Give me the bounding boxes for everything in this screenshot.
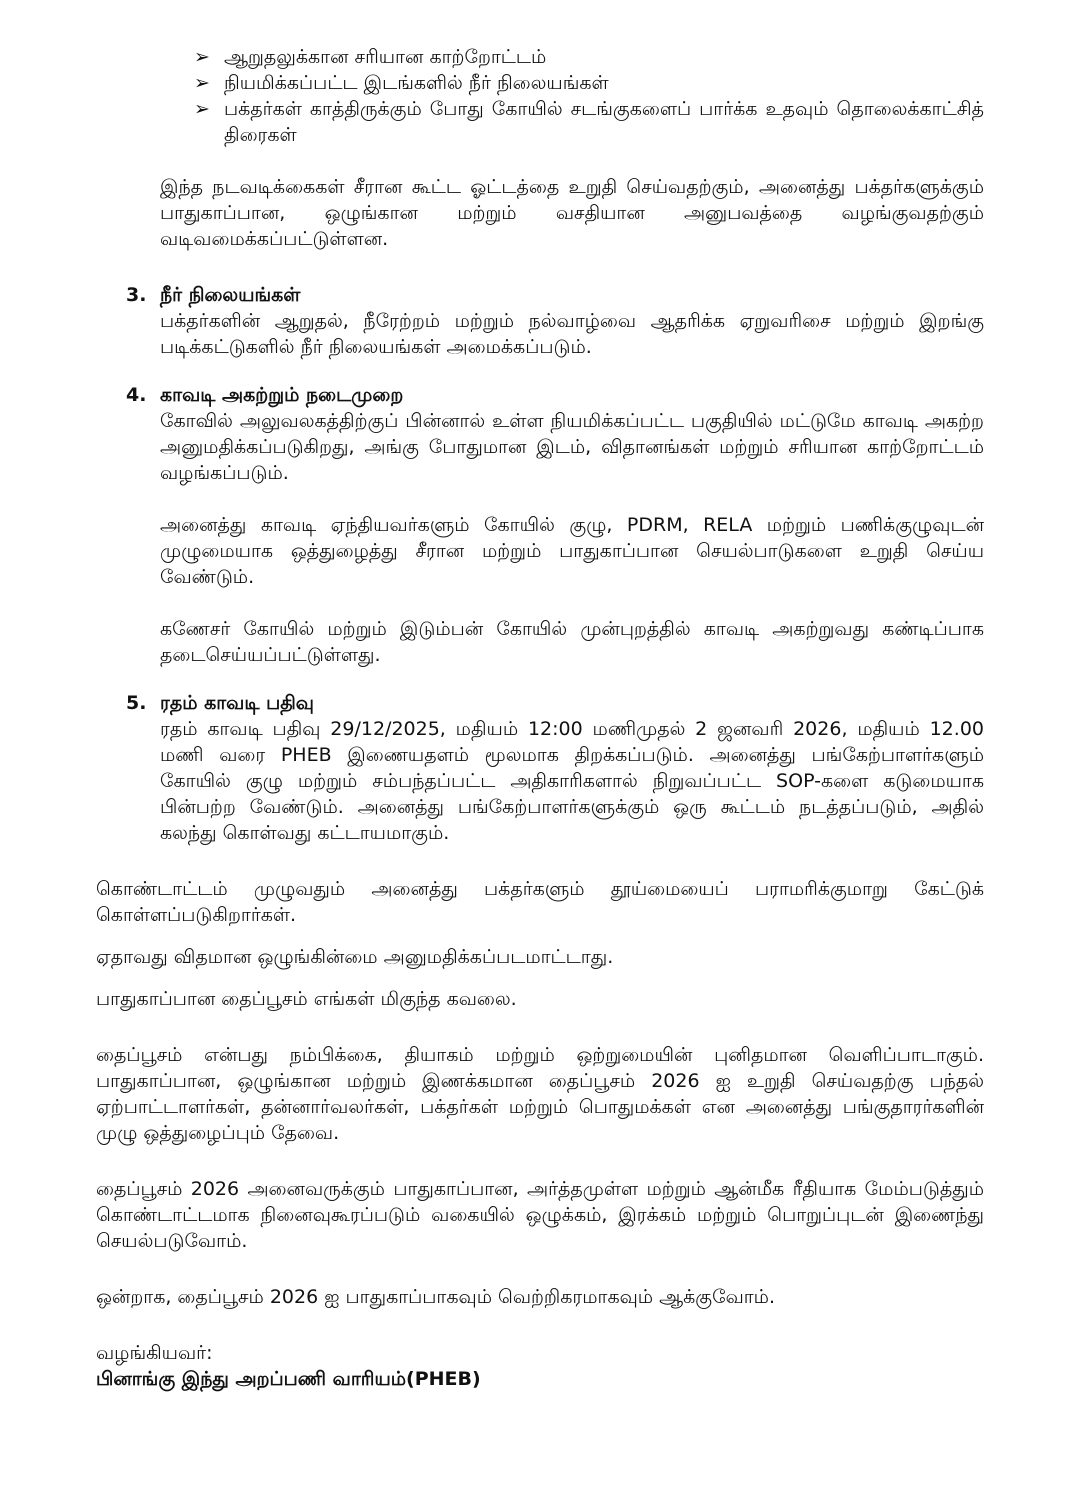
together-paragraph: ஒன்றாக, தைப்பூசம் 2026 ஐ பாதுகாப்பாகவும் வெற்றிகரமாகவும் ஆக்குவோம். bbox=[96, 1286, 776, 1308]
section-water-stations bbox=[96, 282, 984, 360]
section-number: 3. bbox=[126, 284, 147, 306]
section-kavadi-removal bbox=[96, 382, 984, 668]
section-heading bbox=[96, 690, 984, 716]
section-title: காவடி அகற்றும் நடைமுறை bbox=[160, 384, 404, 406]
section-paragraph: பக்தர்களின் ஆறுதல், நீரேற்றம் மற்றும் நல்வாழ்வை ஆதரிக்க ஏறுவரிசை மற்றும் இறங்கு படிக்கட்டுகளில் நீர் நிலையங்கள் அமைக்கப்படும். bbox=[160, 310, 984, 358]
facility-bullet-list bbox=[96, 44, 984, 148]
section-ratham-registration bbox=[96, 690, 984, 846]
concern-paragraph: பாதுகாப்பான தைப்பூசம் எங்கள் மிகுந்த கவலை. bbox=[96, 988, 517, 1010]
thaipusam-expression-paragraph: தைப்பூசம் என்பது நம்பிக்கை, தியாகம் மற்றும் ஒற்றுமையின் புனிதமான வெளிப்பாடாகும். பாதுகாப்பான, ஒழுங்கான மற்றும் இணக்கமான தைப்பூசம் 2026 ஐ உறுதி செய்வதற்கு பந்தல் ஏற்பாட்டாளர்கள், தன்னார்வலர்கள், பக்தர்கள் மற்றும் பொதுமக்கள் என அனைத்து பங்குதாரர்களின் முழு ஒத்துழைப்பும் தேவை. bbox=[96, 1044, 984, 1144]
section-body bbox=[96, 408, 984, 668]
section-number: 5. bbox=[126, 692, 147, 714]
arrow-bullet-icon: ➢ bbox=[194, 72, 210, 94]
bullet-item: ➢ ஆறுதலுக்கான சரியான காற்றோட்டம் bbox=[194, 46, 547, 68]
section-body bbox=[96, 716, 984, 846]
section-body bbox=[96, 308, 984, 360]
bullet-item: ➢ பக்தர்கள் காத்திருக்கும் போது கோயில் சடங்குகளைப் பார்க்க உதவும் தொலைக்காட்சித் திரைகள் bbox=[194, 98, 984, 146]
work-together-paragraph: தைப்பூசம் 2026 அனைவருக்கும் பாதுகாப்பான, அர்த்தமுள்ள மற்றும் ஆன்மீக ரீதியாக மேம்படுத்தும் கொண்டாட்டமாக நினைவுகூரப்படும் வகையில் ஒழுக்கம், இரக்கம் மற்றும் பொறுப்புடன் இணைந்து செயல்படுவோம். bbox=[96, 1178, 984, 1252]
signature-organisation: பினாங்கு இந்து அறப்பணி வாரியம்(PHEB) bbox=[96, 1368, 481, 1390]
section-paragraph: கோவில் அலுவலகத்திற்குப் பின்னால் உள்ள நியமிக்கப்பட்ட பகுதியில் மட்டுமே காவடி அகற்ற அனுமதிக்கப்படுகிறது, அங்கு போதுமான இடம், விதானங்கள் மற்றும் சரியான காற்றோட்டம் வழங்கப்படும். bbox=[160, 410, 984, 484]
section-number: 4. bbox=[126, 384, 147, 406]
cleanliness-paragraph: கொண்டாட்டம் முழுவதும் அனைத்து பக்தர்களும் தூய்மையைப் பராமரிக்குமாறு கேட்டுக் கொள்ளப்படுகிறார்கள். bbox=[96, 878, 984, 926]
section-heading bbox=[96, 282, 984, 308]
section-title: நீர் நிலையங்கள் bbox=[160, 284, 301, 306]
section-heading bbox=[96, 382, 984, 408]
section-title: ரதம் காவடி பதிவு bbox=[160, 692, 314, 714]
no-disorder-paragraph: ஏதாவது விதமான ஒழுங்கின்மை அனுமதிக்கப்படமாட்டாது. bbox=[96, 946, 614, 968]
signature-label: வழங்கியவர்: bbox=[96, 1342, 213, 1364]
section-paragraph: கணேசர் கோயில் மற்றும் இடும்பன் கோயில் முன்புறத்தில் காவடி அகற்றுவது கண்டிப்பாக தடைசெய்யப்பட்டுள்ளது. bbox=[160, 618, 984, 666]
section-paragraph: அனைத்து காவடி ஏந்தியவர்களும் கோயில் குழு, PDRM, RELA மற்றும் பணிக்குழுவுடன் முழுமையாக ஒத்துழைத்து சீரான மற்றும் பாதுகாப்பான செயல்பாடுகளை உறுதி செய்ய வேண்டும். bbox=[160, 514, 984, 588]
section-paragraph: ரதம் காவடி பதிவு 29/12/2025, மதியம் 12:00 மணிமுதல் 2 ஜனவரி 2026, மதியம் 12.00 மணி வரை PHEB இணையதளம் மூலமாக திறக்கப்படும். அனைத்து பங்கேற்பாளர்களும் கோயில் குழு மற்றும் சம்பந்தப்பட்ட அதிகாரிகளால் நிறுவப்பட்ட SOP-களை கடுமையாக பின்பற்ற வேண்டும். அனைத்து பங்கேற்பாளர்களுக்கும் ஒரு கூட்டம் நடத்தப்படும், அதில் கலந்து கொள்வது கட்டாயமாகும். bbox=[160, 718, 984, 844]
arrow-bullet-icon: ➢ bbox=[194, 46, 210, 68]
bullet-item: ➢ நியமிக்கப்பட்ட இடங்களில் நீர் நிலையங்கள் bbox=[194, 72, 609, 94]
measures-paragraph: இந்த நடவடிக்கைகள் சீரான கூட்ட ஓட்டத்தை உறுதி செய்வதற்கும், அனைத்து பக்தர்களுக்கும் பாதுகாப்பான, ஒழுங்கான மற்றும் வசதியான அனுபவத்தை வழங்குவதற்கும் வடிவமைக்கப்பட்டுள்ளன. bbox=[160, 176, 984, 250]
signature-block bbox=[96, 1340, 984, 1392]
arrow-bullet-icon: ➢ bbox=[194, 98, 210, 120]
